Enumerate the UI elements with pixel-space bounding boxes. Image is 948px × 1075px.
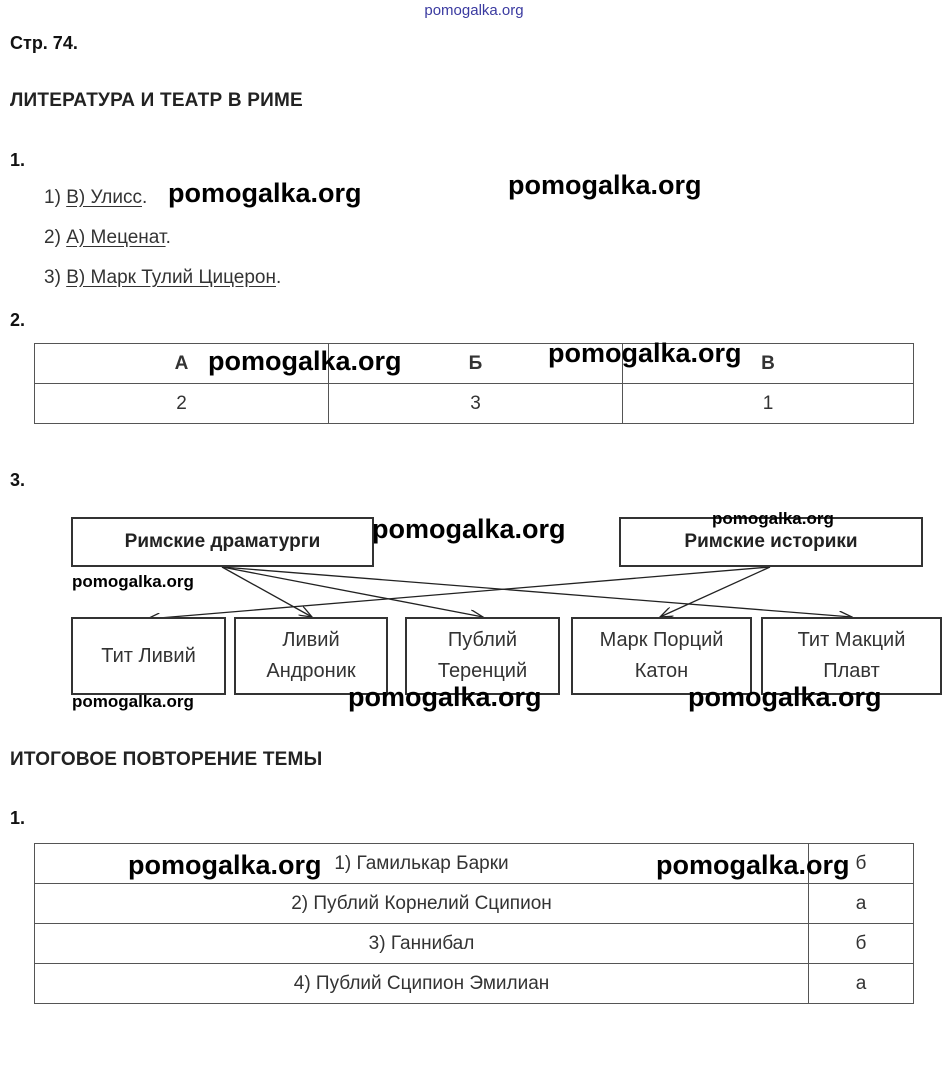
section-heading-review: ИТОГОВОЕ ПОВТОРЕНИЕ ТЕМЫ (10, 749, 323, 770)
watermark: pomogalka.org (548, 338, 742, 368)
table-cell: 2 (35, 384, 329, 424)
table-cell: 4) Публий Сципион Эмилиан (35, 964, 809, 1004)
task-number: 3. (10, 470, 26, 490)
task-number: 1. (10, 808, 26, 828)
answer-text: А) Меценат (66, 227, 166, 248)
table-row (35, 964, 914, 1004)
table-cell: 1) Гамилькар Барки (35, 844, 809, 884)
arrow-line (147, 567, 770, 619)
watermark: pomogalka.org (656, 850, 850, 880)
page-label: Стр. 74. (10, 33, 78, 53)
watermark: pomogalka.org (508, 170, 702, 200)
table-cell: а (809, 884, 914, 924)
table-cell: б (809, 844, 914, 884)
answer-line-3: 3) В) Марк Тулий Цицерон. (44, 267, 282, 288)
table-header: Б (329, 344, 623, 384)
answer-text: В) Улисс (66, 187, 142, 208)
answer-line-2: 2) А) Меценат. (44, 227, 171, 248)
section-heading-literature: ЛИТЕРАТУРА И ТЕАТР В РИМЕ (10, 90, 303, 111)
table-header: В (623, 344, 914, 384)
watermark: pomogalka.org (208, 346, 402, 376)
watermark: pomogalka.org (168, 178, 362, 208)
table-cell: 1 (623, 384, 914, 424)
group-box-historians: Римские историки (619, 517, 923, 567)
task-number: 1. (10, 150, 26, 170)
watermark: pomogalka.org (688, 682, 882, 712)
table-cell: 3 (329, 384, 623, 424)
person-box: Публий Теренций (405, 617, 560, 695)
top-watermark: pomogalka.org (424, 2, 524, 19)
person-box: Тит Макций Плавт (761, 617, 942, 695)
table-cell: 2) Публий Корнелий Сципион (35, 884, 809, 924)
answer-line-1: 1) В) Улисс. (44, 187, 148, 208)
arrow-line (222, 567, 852, 617)
watermark: pomogalka.org (72, 572, 194, 591)
table-header: А (35, 344, 329, 384)
table-cell: б (809, 924, 914, 964)
task-number: 2. (10, 310, 26, 330)
table-cell: 3) Ганнибал (35, 924, 809, 964)
watermark: pomogalka.org (712, 509, 834, 528)
person-box: Ливий Андроник (234, 617, 388, 695)
table-cell: а (809, 964, 914, 1004)
person-box: Марк Порций Катон (571, 617, 752, 695)
answer-text: В) Марк Тулий Цицерон (66, 267, 276, 288)
watermark: pomogalka.org (348, 682, 542, 712)
watermark: pomogalka.org (372, 514, 566, 544)
table-row (35, 884, 914, 924)
group-box-dramatists: Римские драматурги (71, 517, 374, 567)
table-row (35, 924, 914, 964)
person-box: Тит Ливий (71, 617, 226, 695)
watermark: pomogalka.org (128, 850, 322, 880)
watermark: pomogalka.org (72, 692, 194, 711)
